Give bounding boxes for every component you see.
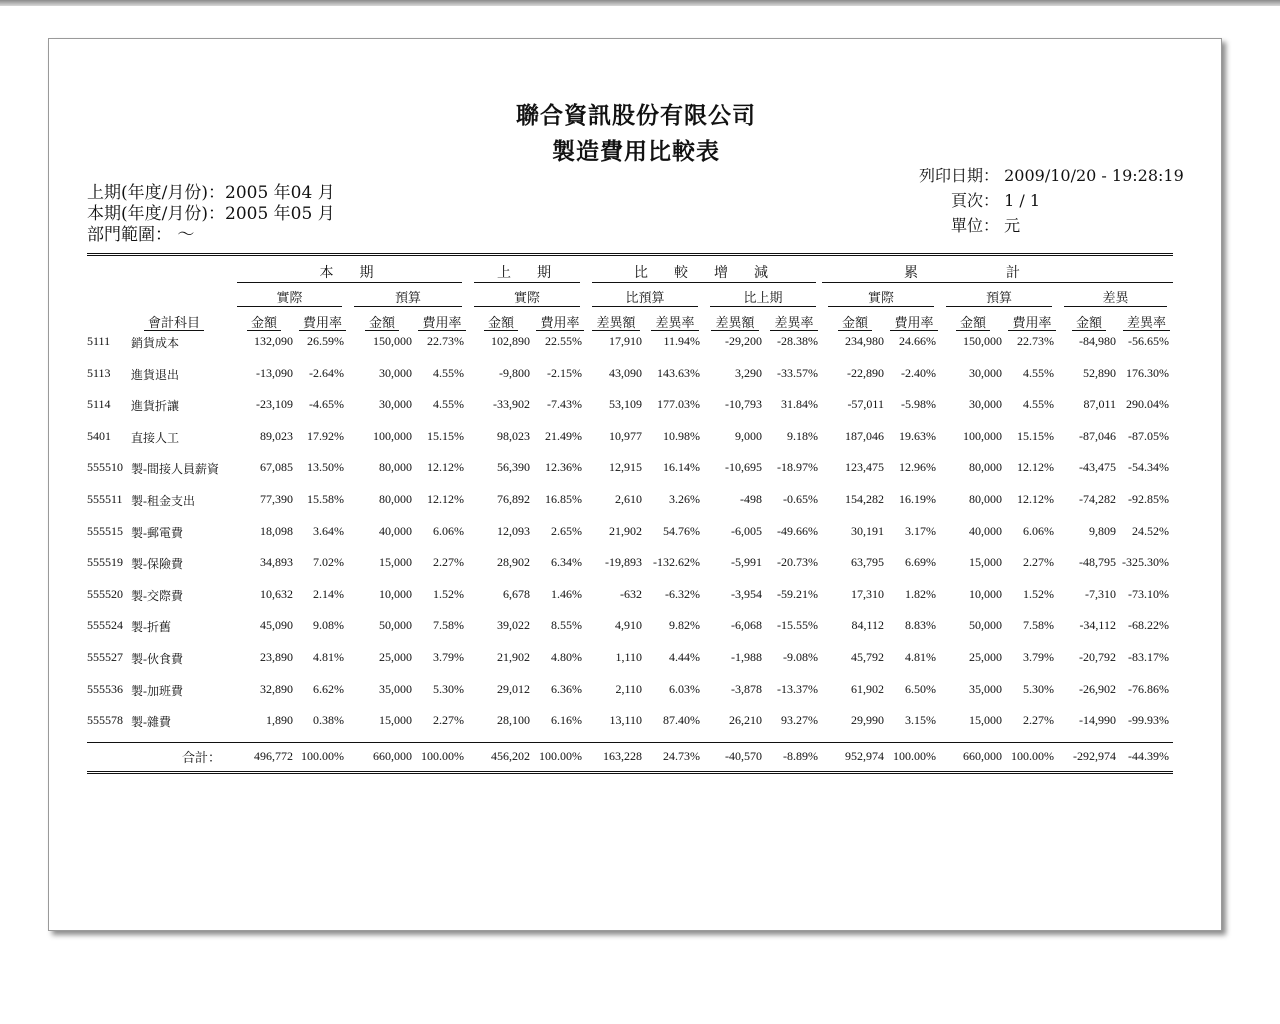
account-code: 555515 [87,523,123,538]
report-page [48,38,1222,931]
value-cell: 1,890 [266,713,293,728]
value-cell: 7.58% [1023,618,1054,633]
value-cell: 9,000 [735,428,762,443]
value-cell: 15,000 [969,713,1002,728]
value-cell: 3.17% [905,523,936,538]
total-value-cell: 456,202 [468,742,534,772]
value-cell: -99.93% [1128,713,1169,728]
value-cell: 6.62% [313,681,344,696]
value-cell: -29,200 [725,334,762,348]
value-cell: 132,090 [254,334,293,348]
value-cell: 10,977 [609,428,642,443]
value-cell: 177.03% [657,397,700,412]
value-cell: 6.03% [669,681,700,696]
header-current-budget: 預算 [348,283,468,307]
value-cell: 56,390 [497,460,530,475]
window-top-edge [0,0,1280,6]
value-cell: -54.34% [1128,460,1169,475]
header-current-actual: 實際 [231,283,348,307]
table-row [87,457,1173,489]
total-value-cell: 100.00% [1006,742,1058,772]
value-cell: -5.98% [901,397,936,412]
total-value-cell: 100.00% [416,742,468,772]
value-cell: 4.55% [433,365,464,380]
value-cell: 76,892 [497,491,530,506]
value-cell: -498 [740,491,762,506]
value-cell: 13.50% [307,460,344,475]
account-name: 銷貨成本 [131,336,180,350]
value-cell: -2.40% [901,365,936,380]
value-cell: 9,809 [1089,523,1116,538]
value-cell: 53,109 [609,397,642,412]
value-cell: 80,000 [969,460,1002,475]
value-cell: -59.21% [777,586,818,601]
value-cell: 40,000 [379,523,412,538]
account-name: 製-保險費 [131,557,183,572]
value-cell: 150,000 [373,334,412,348]
table-row [87,615,1173,647]
value-cell: -10,695 [725,460,762,475]
value-cell: 8.83% [905,618,936,633]
value-cell: -68.22% [1128,618,1169,633]
value-cell: -28.38% [777,334,818,348]
value-cell: 28,100 [497,713,530,728]
period-info [87,183,335,246]
value-cell: 80,000 [379,491,412,506]
value-cell: -57,011 [847,397,884,412]
value-cell: 290.04% [1126,397,1169,412]
value-cell: 28,902 [497,555,530,570]
value-cell: 30,000 [379,365,412,380]
value-cell: 45,792 [851,649,884,664]
value-cell: 17,910 [609,334,642,348]
value-cell: 22.55% [545,334,582,348]
value-cell: 3.26% [669,491,700,506]
previous-period: 上期(年度/月份)：2005 年04 月 [87,183,335,203]
table-row [87,552,1173,584]
value-cell: 2.65% [551,523,582,538]
table-row [87,363,1173,395]
value-cell: 21,902 [497,649,530,664]
current-period: 本期(年度/月份)：2005 年05 月 [87,204,335,224]
account-name: 製-交際費 [131,588,183,603]
account-name: 直接人工 [131,430,180,445]
value-cell: -3,954 [731,586,762,601]
value-cell: 2,110 [615,681,642,696]
value-cell: -48,795 [1079,555,1116,570]
value-cell: 4.55% [433,397,464,412]
account-code: 5114 [87,397,111,412]
account-name: 製-郵電費 [131,525,183,540]
value-cell: 2,610 [615,491,642,506]
value-cell: 80,000 [379,460,412,475]
value-cell: 15.15% [1017,428,1054,443]
value-cell: -43,475 [1079,460,1116,475]
value-cell: 2.27% [1023,713,1054,728]
value-cell: -26,902 [1079,681,1116,696]
value-cell: 6.34% [551,555,582,570]
account-code: 5113 [87,365,111,380]
value-cell: 16.14% [663,460,700,475]
value-cell: -325.30% [1122,555,1169,570]
value-cell: 35,000 [969,681,1002,696]
value-cell: 143.63% [657,365,700,380]
total-value-cell: 24.73% [646,742,704,772]
header-account: 會計科目 [87,307,231,331]
value-cell: 25,000 [969,649,1002,664]
page-number: 頁次： 1 / 1 [950,191,1041,210]
value-cell: 26,210 [729,713,762,728]
value-cell: 176.30% [1126,365,1169,380]
table-row [87,647,1173,679]
account-name: 製-雜費 [131,715,171,730]
value-cell: -9,800 [499,365,530,380]
value-cell: 30,000 [379,397,412,412]
total-value-cell: 660,000 [940,742,1006,772]
value-cell: 93.27% [781,713,818,728]
value-cell: 15.15% [427,428,464,443]
value-cell: 12.96% [899,460,936,475]
value-cell: 100,000 [373,428,412,443]
value-cell: -14,990 [1079,713,1116,728]
header-comparison: 比 較 增 減 [586,259,822,283]
value-cell: 2.27% [433,555,464,570]
value-cell: 15,000 [379,713,412,728]
value-cell: 87,011 [1083,397,1116,412]
value-cell: 32,890 [260,681,293,696]
company-name: 聯合資訊股份有限公司 [516,102,756,129]
value-cell: -56.65% [1128,334,1169,348]
value-cell: 17,310 [851,586,884,601]
value-cell: 12.12% [1017,491,1054,506]
value-cell: -0.65% [783,491,818,506]
value-cell: 89,023 [260,428,293,443]
value-cell: -6,005 [731,523,762,538]
value-cell: 3.64% [313,523,344,538]
value-cell: 8.55% [551,618,582,633]
value-cell: 5.30% [433,681,464,696]
value-cell: 10.98% [663,428,700,443]
value-cell: 4.81% [905,649,936,664]
value-cell: 43,090 [609,365,642,380]
value-cell: 1.52% [1023,586,1054,601]
table-row [87,331,1173,363]
value-cell: -2.64% [309,365,344,380]
total-value-cell: -40,570 [704,742,766,772]
value-cell: 6.50% [905,681,936,696]
value-cell: 100,000 [963,428,1002,443]
account-code: 555511 [87,491,123,506]
value-cell: 1.46% [551,586,582,601]
table-row [87,521,1173,553]
value-cell: 2.27% [433,713,464,728]
value-cell: 12,915 [609,460,642,475]
value-cell: 35,000 [379,681,412,696]
report-title: 製造費用比較表 [552,138,720,165]
header-previous-period: 上 期 [468,259,586,283]
value-cell: 21.49% [545,428,582,443]
header-cumulative-actual: 實際 [822,283,940,307]
header-current-period: 本 期 [231,259,468,283]
value-cell: 54.76% [663,523,700,538]
value-cell: 3.15% [905,713,936,728]
value-cell: -33,902 [493,397,530,412]
value-cell: -20,792 [1079,649,1116,664]
print-info [911,163,1184,238]
value-cell: 11.94% [663,334,700,348]
value-cell: 77,390 [260,491,293,506]
header-previous-actual: 實際 [468,283,586,307]
table-row [87,426,1173,458]
account-code: 555527 [87,649,123,664]
value-cell: -18.97% [777,460,818,475]
total-value-cell: 100.00% [534,742,586,772]
value-cell: 234,980 [845,334,884,348]
total-value-cell: 496,772 [231,742,297,772]
header-cumulative-left: 累 [822,259,1006,283]
value-cell: 5.30% [1023,681,1054,696]
unit: 單位： 元 [950,216,1021,235]
value-cell: -9.08% [783,649,818,664]
value-cell: -1,988 [731,649,762,664]
value-cell: -76.86% [1128,681,1169,696]
value-cell: -74,282 [1079,491,1116,506]
value-cell: 30,000 [969,365,1002,380]
value-cell: -7,310 [1085,586,1116,601]
value-cell: 6.16% [551,713,582,728]
value-cell: 3.79% [1023,649,1054,664]
total-value-cell: -44.39% [1120,742,1173,772]
account-code: 555520 [87,586,123,601]
total-row: 合計： 496,772 100.00% 660,000 100.00% 456,202 100.00% 163,228 24.73% -40,570 -8.89% 952,974 100.00% 660,000 100.00% -292,974 -44.39% [87,742,1173,772]
value-cell: 7.02% [313,555,344,570]
value-cell: 150,000 [963,334,1002,348]
value-cell: 24.52% [1132,523,1169,538]
table-row [87,394,1173,426]
value-cell: 3.79% [433,649,464,664]
value-cell: -87.05% [1128,428,1169,443]
value-cell: 30,000 [969,397,1002,412]
value-cell: -10,793 [725,397,762,412]
account-code: 555578 [87,713,123,728]
value-cell: 87.40% [663,713,700,728]
total-value-cell: -8.89% [766,742,822,772]
value-cell: 21,902 [609,523,642,538]
value-cell: 40,000 [969,523,1002,538]
value-cell: -632 [620,586,642,601]
value-cell: -19,893 [605,555,642,570]
value-cell: 6.69% [905,555,936,570]
account-code: 5401 [87,428,111,443]
value-cell: -2.15% [547,365,582,380]
value-cell: 0.38% [313,713,344,728]
value-cell: 22.73% [427,334,464,348]
table-row [87,710,1173,742]
value-cell: 19.63% [899,428,936,443]
value-cell: -13,090 [256,365,293,380]
account-name: 製-伙食費 [131,651,183,666]
value-cell: 123,475 [845,460,884,475]
value-cell: 50,000 [379,618,412,633]
account-code: 5111 [87,334,111,348]
value-cell: 4.55% [1023,397,1054,412]
value-cell: 12.12% [427,460,464,475]
value-cell: 7.58% [433,618,464,633]
value-cell: 1,110 [615,649,642,664]
value-cell: 4.81% [313,649,344,664]
table-row [87,489,1173,521]
total-value-cell: 100.00% [297,742,348,772]
account-name: 進貨退出 [131,367,180,382]
value-cell: 3,290 [735,365,762,380]
value-cell: 80,000 [969,491,1002,506]
value-cell: 154,282 [845,491,884,506]
header-vs-budget: 比預算 [586,283,704,307]
total-value-cell: 952,974 [822,742,888,772]
value-cell: 84,112 [851,618,884,633]
total-value-cell: 100.00% [888,742,940,772]
table-row [87,584,1173,616]
value-cell: 31.84% [781,397,818,412]
value-cell: -87,046 [1079,428,1116,443]
value-cell: 67,085 [260,460,293,475]
value-cell: -92.85% [1128,491,1169,506]
value-cell: 16.19% [899,491,936,506]
value-cell: 26.59% [307,334,344,348]
table-body [87,331,1173,742]
value-cell: 6.36% [551,681,582,696]
value-cell: 4.44% [669,649,700,664]
value-cell: -15.55% [777,618,818,633]
value-cell: 1.52% [433,586,464,601]
print-date: 列印日期： 2009/10/20 - 19:28:19 [918,166,1184,185]
value-cell: 9.08% [313,618,344,633]
value-cell: 34,893 [260,555,293,570]
account-code: 555536 [87,681,123,696]
value-cell: 12.12% [1017,460,1054,475]
total-value-cell: -292,974 [1058,742,1120,772]
value-cell: -6.32% [665,586,700,601]
value-cell: 12.12% [427,491,464,506]
value-cell: 63,795 [851,555,884,570]
value-cell: 52,890 [1083,365,1116,380]
value-cell: -132.62% [653,555,700,570]
value-cell: 6.06% [433,523,464,538]
value-cell: 29,990 [851,713,884,728]
value-cell: 15,000 [379,555,412,570]
value-cell: -49.66% [777,523,818,538]
value-cell: -33.57% [777,365,818,380]
account-name: 製-租金支出 [131,493,195,508]
account-code: 555510 [87,460,123,475]
cost-comparison-table: 本 期 上 期 比 較 增 減 累 計 實際 預算 實際 比預算 比上期 實際 預算 差異 會計科目 金額 費用率 金額 費用率 金額 費用率 差異額 差異率 差異額 差異率 金額 費用率 金額 費用率 金額 差異率 5111 銷貨成本 132,090 26.59% 150,000 22.73% 102,890 22.55% 17,910 11.94% -29,200 -28.38% 234,980 24.66% 150,000 22.73% -84,980 -56.65% 5113 進貨退出 -13,090 -2.64% 30,000 4.55% -9,800 -2.15% 43,090 143.63% 3,290 -33.57% -22,890 -2.40% 30,000 4.55% 52,890 176.30% 5114 進貨折讓 -23,109 -4.65% 30,000 4.55% -33,902 -7.43% 53,109 177.03% -10,793 31.84% -57,011 -5.98% 30,000 4.55% 87,011 290.04% 5401 直接人工 89,023 17.92% 100,000 15.15% 98,023 21.49% 10,977 10.98% 9,000 9.18% 187,046 19.63% 100,000 15.15% -87,046 -87.05% 555510 製-間接人員薪資 67,085 13.50% 80,000 12.12% 56,390 12.36% 12,915 16.14% -10,695 -18.97% 123,475 12.96% 80,000 12.12% -43,475 -54.34% 555511 製-租金支出 77,390 15.58% 80,000 12.12% 76,892 16.85% 2,610 3.26% -498 -0.65% 154,282 16.19% 80,000 12.12% -74,282 -92.85% 555515 製-郵電費 18,098 3.64% 40,000 6.06% 12,093 2.65% 21,902 54.76% -6,005 -49.66% 30,191 3.17% 40,000 6.06% 9,809 24.52% 555519 製-保險費 34,893 7.02% 15,000 2.27% 28,902 6.34% -19,893 -132.62% -5,991 -20.73% 63,795 6.69% 15,000 2.27% -48,795 -325.30% 555520 製-交際費 10,632 2.14% 10,000 1.52% 6,678 1.46% -632 -6.32% -3,954 -59.21% 17,310 1.82% 10,000 1.52% -7,310 -73.10% 555524 製-折舊 45,090 9.08% 50,000 7.58% 39,022 8.55% 4,910 9.82% -6,068 -15.55% 84,112 8.83% 50,000 7.58% -34,112 -68.22% 555527 製-伙食費 23,890 4.81% 25,000 3.79% 21,902 4.80% 1,110 4.44% -1,988 -9.08% 45,792 4.81% 25,000 3.79% -20,792 -83.17% 555536 製-加班費 32,890 6.62% 35,000 5.30% 29,012 6.36% 2,110 6.03% -3,878 -13.37% 61,902 6.50% 35,000 5.30% -26,902 -76.86% 555578 製-雜費 1,890 0.38% 15,000 2.27% 28,100 6.16% 13,110 87.40% 26,210 93.27% 29,990 3.15% 15,000 2.27% -14,990 -99.93% 合計： 496,772 100.00% 660,000 100.00% 456,202 100.00% 163,228 24.73% -40,570 -8.89% 952,974 100.00% 660,000 100.00% -292,974 -44.39% [87,253,1173,774]
value-cell: 4,910 [615,618,642,633]
value-cell: 2.27% [1023,555,1054,570]
value-cell: 4.80% [551,649,582,664]
value-cell: -5,991 [731,555,762,570]
value-cell: -6,068 [731,618,762,633]
value-cell: 12.36% [545,460,582,475]
value-cell: 12,093 [497,523,530,538]
value-cell: -83.17% [1128,649,1169,664]
value-cell: -22,890 [847,365,884,380]
value-cell: -7.43% [547,397,582,412]
value-cell: 24.66% [899,334,936,348]
value-cell: 25,000 [379,649,412,664]
header-cumulative-right: 計 [1006,259,1173,283]
value-cell: 45,090 [260,618,293,633]
value-cell: 102,890 [491,334,530,348]
value-cell: 10,000 [379,586,412,601]
account-code: 555519 [87,555,123,570]
value-cell: 50,000 [969,618,1002,633]
value-cell: 61,902 [851,681,884,696]
value-cell: -73.10% [1128,586,1169,601]
account-name: 進貨折讓 [131,399,180,414]
value-cell: 187,046 [845,428,884,443]
value-cell: -13.37% [777,681,818,696]
account-code: 555524 [87,618,123,633]
account-name: 製-加班費 [131,683,183,698]
value-cell: -84,980 [1079,334,1116,348]
value-cell: 6,678 [503,586,530,601]
value-cell: -3,878 [731,681,762,696]
value-cell: 1.82% [905,586,936,601]
value-cell: -20.73% [777,555,818,570]
value-cell: 10,632 [260,586,293,601]
value-cell: 6.06% [1023,523,1054,538]
value-cell: 9.18% [787,428,818,443]
value-cell: -23,109 [256,397,293,412]
value-cell: 16.85% [545,491,582,506]
value-cell: 15.58% [307,491,344,506]
value-cell: 10,000 [969,586,1002,601]
header-cumulative-variance: 差異 [1058,283,1173,307]
value-cell: -4.65% [309,397,344,412]
department-range: 部門範圍： ～ [87,225,195,245]
total-value-cell: 660,000 [348,742,416,772]
header-vs-previous: 比上期 [704,283,822,307]
total-value-cell: 163,228 [586,742,646,772]
value-cell: 98,023 [497,428,530,443]
value-cell: 29,012 [497,681,530,696]
value-cell: 22.73% [1017,334,1054,348]
value-cell: -34,112 [1079,618,1116,633]
value-cell: 23,890 [260,649,293,664]
header-cumulative-budget: 預算 [940,283,1058,307]
account-name: 製-間接人員薪資 [131,462,219,477]
value-cell: 17.92% [307,428,344,443]
value-cell: 15,000 [969,555,1002,570]
value-cell: 2.14% [313,586,344,601]
value-cell: 13,110 [609,713,642,728]
value-cell: 4.55% [1023,365,1054,380]
value-cell: 18,098 [260,523,293,538]
value-cell: 39,022 [497,618,530,633]
value-cell: 9.82% [669,618,700,633]
value-cell: 30,191 [851,523,884,538]
account-name: 製-折舊 [131,620,171,635]
table-row [87,679,1173,711]
